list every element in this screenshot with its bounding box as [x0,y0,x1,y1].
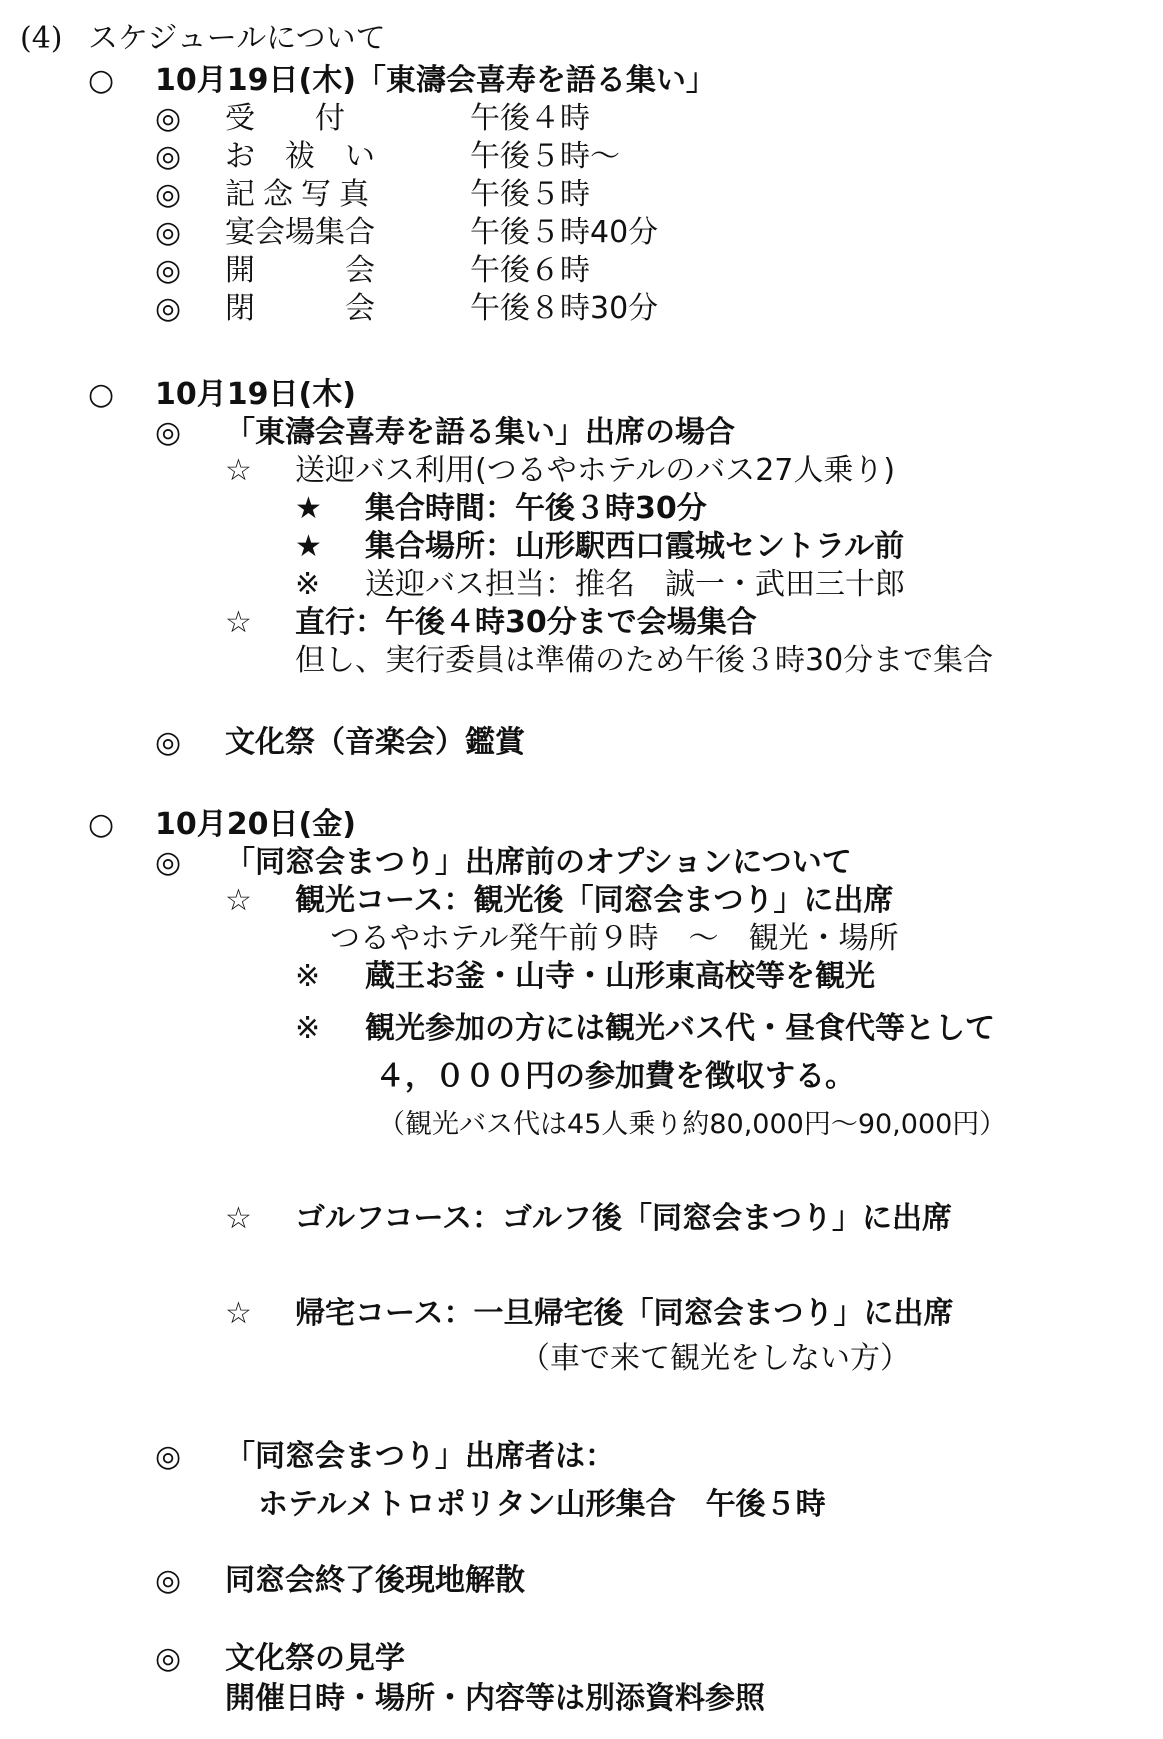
home-note: （車で来て観光をしない方） [520,1341,910,1376]
bus-mark: ☆ [225,453,252,488]
day1-item-mark: ◎ [155,139,182,174]
tour-mark: ☆ [225,883,252,918]
tour-note1-mark: ※ [295,959,321,994]
dismiss-text: 同窓会終了後現地解散 [225,1563,525,1598]
tour-note2-text: 観光参加の方には観光バス代・昼食代等として [365,1011,995,1046]
fest-text: 文化祭の見学 [225,1641,405,1676]
day3-section1-mark: ◎ [155,845,182,880]
bus-staff-text: 送迎バス担当：推名 誠一・武田三十郎 [365,567,905,602]
day1-item-mark: ◎ [155,177,182,212]
tour-schedule: つるやホテル発午前９時 ～ 観光・場所 [330,921,899,956]
direct-note: 但し、実行委員は準備のため午後３時30分まで集合 [295,643,994,678]
day1-item-time: 午後６時 [470,253,590,288]
day1-item-mark: ◎ [155,291,182,326]
direct-text: 直行：午後４時30分まで会場集合 [295,605,757,640]
heading-number: (4) [20,21,63,56]
day1-item-time: 午後５時 [470,177,590,212]
dismiss-mark: ◎ [155,1563,182,1598]
bus-time-text: 集合時間：午後３時30分 [365,491,707,526]
golf-text: ゴルフコース：ゴルフ後「同窓会まつり」に出席 [295,1201,952,1236]
golf-mark: ☆ [225,1201,252,1236]
day1-item-label: 記念写真 [225,177,377,212]
day2-title: 10月19日(木) [155,377,356,412]
attend-mark: ◎ [155,1439,182,1474]
day1-item-label: 閉 会 [225,291,375,326]
direct-mark: ☆ [225,605,252,640]
tour-bus-cost: （観光バス代は45人乗り約80,000円～90,000円） [378,1109,1007,1140]
tour-fee: ４，０００円の参加費を徴収する。 [375,1059,855,1094]
tour-text: 観光コース：観光後「同窓会まつり」に出席 [295,883,894,918]
day1-item-time: 午後５時～ [470,139,620,174]
day1-item-label: お 祓 い [225,139,375,174]
heading-title: スケジュールについて [88,21,386,56]
day1-mark: ○ [88,63,115,98]
day2-section2-mark: ◎ [155,725,182,760]
tour-note1-text: 蔵王お釜・山寺・山形東高校等を観光 [365,959,875,994]
fest-mark: ◎ [155,1641,182,1676]
day1-title: 10月19日(木)「東濤会喜寿を語る集い」 [155,63,716,98]
day1-item-time: 午後８時30分 [470,291,659,326]
day1-item-mark: ◎ [155,215,182,250]
day3-mark: ○ [88,807,115,842]
day2-mark: ○ [88,377,115,412]
fest-note: 開催日時・場所・内容等は別添資料参照 [225,1681,765,1716]
day1-item-label: 受 付 [225,101,345,136]
day1-item-label: 宴会場集合 [225,215,375,250]
day1-item-label: 開 会 [225,253,375,288]
home-text: 帰宅コース：一旦帰宅後「同窓会まつり」に出席 [295,1296,954,1331]
day1-item-mark: ◎ [155,253,182,288]
bus-text: 送迎バス利用(つるやホテルのバス27人乗り) [295,453,896,488]
day2-section1-text: 「東濤会喜寿を語る集い」出席の場合 [225,415,735,450]
bus-place-text: 集合場所：山形駅西口霞城セントラル前 [365,529,905,564]
day2-section2-text: 文化祭（音楽会）鑑賞 [225,725,525,760]
bus-time-mark: ★ [295,491,322,526]
tour-note2-mark: ※ [295,1011,321,1046]
attend-text: 「同窓会まつり」出席者は： [225,1439,615,1474]
day2-section1-mark: ◎ [155,415,182,450]
bus-staff-mark: ※ [295,567,321,602]
home-mark: ☆ [225,1296,252,1331]
day3-title: 10月20日(金) [155,807,356,842]
day1-item-time: 午後５時40分 [470,215,659,250]
attend-place: ホテルメトロポリタン山形集合 午後５時 [258,1487,826,1522]
day3-section1-text: 「同窓会まつり」出席前のオプションについて [225,845,852,880]
day1-item-mark: ◎ [155,101,182,136]
day1-item-time: 午後４時 [470,101,590,136]
bus-place-mark: ★ [295,529,322,564]
